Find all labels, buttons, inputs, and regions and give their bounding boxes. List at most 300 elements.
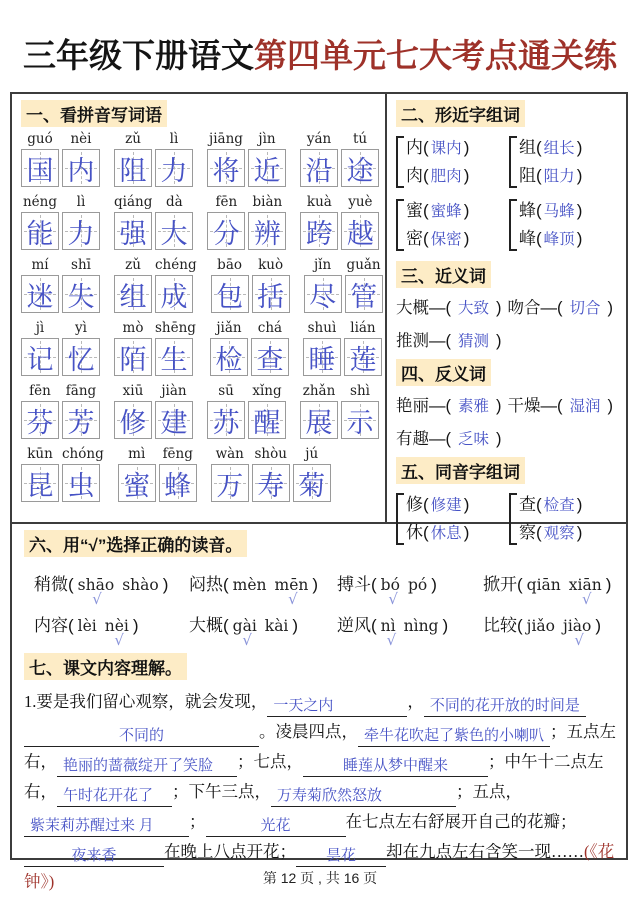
pinyin-syllable: shì (350, 383, 370, 399)
handwritten-answer: 素雅 (458, 398, 490, 415)
handwritten-answer: 观察 (543, 525, 575, 542)
handwritten-char: 沿 (305, 155, 333, 186)
handwritten-char: 将 (212, 155, 240, 186)
target-word: 大概 (189, 616, 223, 635)
prompt-word: 大概—( (396, 299, 451, 317)
bracket-icon (509, 493, 517, 545)
handwritten-answer: 课内 (430, 140, 462, 157)
pinyin-line (21, 383, 100, 399)
pinyin-syllable: lián (350, 320, 376, 336)
section-5-heading: 五、同音字组词 (396, 457, 525, 484)
prompt-word: 吻合—( (507, 299, 563, 317)
handwritten-char: 包 (216, 281, 244, 312)
tianzige-box (159, 464, 197, 502)
pronunciation-item (34, 570, 189, 608)
pinyin-word-group (211, 446, 331, 502)
paren: ( (423, 138, 429, 157)
section-5-body (396, 491, 622, 547)
handwritten-char: 忆 (67, 344, 95, 375)
tianzige-box (293, 464, 331, 502)
section-6-body (24, 570, 616, 649)
check-icon: √ (92, 590, 102, 608)
paren: ) (576, 229, 583, 248)
writing-boxes (210, 338, 289, 376)
filled-blank: 不同的花开放的时间是 (424, 697, 586, 717)
writing-boxes (114, 149, 193, 187)
handwritten-char: 阻 (119, 155, 147, 186)
pair-line (519, 134, 582, 162)
filled-blank: 紫茉莉苏醒过来 月 (24, 817, 189, 837)
prompt-word: 艳丽—( (396, 397, 451, 415)
writing-boxes (300, 401, 379, 439)
check-icon: √ (288, 590, 298, 608)
paren: ) (496, 397, 502, 415)
pinyin-option: kài (264, 617, 289, 635)
pinyin-syllable: jú (305, 446, 319, 462)
pinyin-option: pó (407, 576, 428, 594)
bracket-groups-row (396, 197, 622, 253)
pinyin-line (114, 257, 197, 273)
handwritten-answer: 休息 (430, 525, 462, 542)
pair-column (406, 491, 469, 547)
paren: ( (423, 495, 429, 514)
tianzige-box (345, 275, 383, 313)
pair-column (519, 197, 582, 253)
handwritten-char: 睡 (308, 344, 336, 375)
writing-boxes (207, 149, 286, 187)
handwritten-char: 生 (160, 344, 188, 375)
pinyin-line (207, 383, 286, 399)
tianzige-box (21, 401, 59, 439)
tianzige-box (300, 401, 338, 439)
handwritten-char: 昆 (26, 470, 54, 501)
writing-boxes (211, 275, 290, 313)
handwritten-char: 途 (346, 155, 374, 186)
writing-boxes (114, 338, 196, 376)
pinyin-line (303, 320, 382, 336)
check-icon: √ (574, 631, 584, 649)
pinyin-option: jiào √ (563, 617, 592, 649)
pinyin-syllable: chóng (62, 446, 104, 462)
handwritten-char: 组 (119, 281, 147, 312)
writing-boxes (114, 401, 193, 439)
handwritten-char: 芳 (67, 407, 95, 438)
right-column (387, 94, 626, 542)
pinyin-syllable: guǎn (346, 257, 381, 273)
pair-line (519, 225, 582, 253)
prompt-word: 有趣—( (396, 430, 451, 448)
writing-boxes (21, 149, 100, 187)
paren: ( (423, 201, 429, 220)
handwritten-char: 莲 (349, 344, 377, 375)
pinyin-word-group (21, 446, 104, 502)
paren: ( (536, 229, 542, 248)
passage-text: ；五点左右， (24, 722, 617, 771)
pair-line (519, 162, 582, 190)
writing-boxes (207, 212, 286, 250)
word-pair-item (508, 299, 614, 317)
prompt-word: 干燥—( (507, 397, 563, 415)
filled-blank: 艳丽的蔷薇绽开了笑脸 (57, 757, 237, 777)
handwritten-char: 展 (305, 407, 333, 438)
handwritten-char: 管 (350, 281, 378, 312)
paren: ( (423, 166, 429, 185)
handwritten-char: 迷 (26, 281, 54, 312)
bracket-groups-row (396, 134, 622, 190)
pronunciation-item (483, 611, 616, 649)
pinyin-word-group (300, 131, 379, 187)
paren: ) (463, 229, 470, 248)
pinyin-word-group (114, 194, 193, 250)
bracket-group (396, 197, 509, 253)
passage-text: 在晚上八点开花； (164, 842, 296, 861)
handwritten-char: 苏 (212, 407, 240, 438)
writing-boxes (118, 464, 197, 502)
passage-text: 在七点左右舒展开自己的花瓣； (345, 812, 577, 831)
tianzige-box (21, 464, 59, 502)
given-char: 修 (406, 495, 423, 514)
pinyin-syllable: mì (128, 446, 146, 462)
pinyin-syllable: xiū (122, 383, 144, 399)
pinyin-line (211, 257, 290, 273)
tianzige-box (304, 275, 342, 313)
pinyin-option: jiǎo (526, 617, 556, 635)
pinyin-syllable: lì (169, 131, 179, 147)
page-title-black: 三年级下册语文 (23, 37, 254, 74)
pair-line (519, 491, 582, 519)
writing-boxes (211, 464, 331, 502)
pinyin-option: xiān √ (568, 576, 602, 608)
pinyin-syllable: yán (306, 131, 332, 147)
bracket-icon (509, 199, 517, 251)
bracket-icon (396, 199, 404, 251)
paren: ) (496, 332, 502, 350)
tianzige-box (341, 401, 379, 439)
pair-column (519, 134, 582, 190)
pinyin-syllable: dà (166, 194, 183, 210)
handwritten-char: 醒 (253, 407, 281, 438)
pinyin-word-group (21, 194, 100, 250)
pinyin-word-group (21, 320, 100, 376)
section-3-body (396, 292, 622, 358)
pinyin-syllable: yuè (348, 194, 373, 210)
paren: ) (463, 166, 470, 185)
pinyin-option: mēn √ (274, 576, 309, 608)
bracket-groups-row (396, 491, 622, 547)
pinyin-syllable: wàn (215, 446, 244, 462)
section-1-heading: 一、看拼音写词语 (21, 100, 167, 127)
handwritten-char: 能 (26, 218, 54, 249)
handwritten-answer: 猜测 (458, 333, 490, 350)
pinyin-word-row (21, 194, 379, 250)
pinyin-word-row (21, 383, 379, 439)
pinyin-option: nèi √ (104, 617, 129, 649)
tianzige-box (155, 401, 193, 439)
section-6-heading: 六、用“√”选择正确的读音。 (24, 530, 247, 557)
tianzige-box (62, 275, 100, 313)
pinyin-syllable: tú (352, 131, 368, 147)
pinyin-syllable: zhǎn (302, 383, 336, 399)
handwritten-char: 辨 (253, 218, 281, 249)
page-title (0, 30, 640, 77)
given-char: 组 (519, 138, 536, 157)
pinyin-word-group (114, 257, 197, 313)
prompt-word: 推测—( (396, 332, 451, 350)
handwritten-char: 成 (160, 281, 188, 312)
passage-text: ；七点， (237, 752, 303, 771)
handwritten-char: 建 (160, 407, 188, 438)
writing-boxes (207, 401, 286, 439)
pinyin-word-row (21, 446, 379, 502)
paren: ) (132, 616, 139, 635)
section-2-heading: 二、形近字组词 (396, 100, 525, 127)
paren: ( (371, 616, 377, 635)
pinyin-syllable: kūn (27, 446, 53, 462)
handwritten-char: 括 (257, 281, 285, 312)
pinyin-word-group (21, 383, 100, 439)
handwritten-char: 陌 (119, 344, 147, 375)
pinyin-syllable: jiǎn (216, 320, 242, 336)
paren: ( (536, 201, 542, 220)
pinyin-syllable: kuà (306, 194, 332, 210)
writing-boxes (21, 401, 100, 439)
pinyin-option: shào (122, 576, 159, 594)
paren: ) (605, 575, 612, 594)
pinyin-word-group (211, 257, 290, 313)
handwritten-answer: 肥肉 (430, 168, 462, 185)
bracket-group (509, 491, 622, 547)
handwritten-char: 力 (160, 155, 188, 186)
handwritten-char: 蜂 (164, 470, 192, 501)
section-4-heading: 四、反义词 (396, 359, 491, 386)
pinyin-option: mèn (232, 576, 267, 594)
tianzige-box (300, 149, 338, 187)
pinyin-line (300, 383, 379, 399)
filled-blank: 万寿菊欣然怒放 (271, 787, 456, 807)
word-pair-item (396, 332, 502, 350)
tianzige-box (114, 338, 152, 376)
pinyin-syllable: jǐn (313, 257, 332, 273)
handwritten-answer: 大致 (458, 300, 490, 317)
bracket-group (509, 197, 622, 253)
handwritten-char: 虫 (67, 470, 95, 501)
check-icon: √ (581, 590, 592, 608)
tianzige-box (21, 149, 59, 187)
page-number: 第 12 页 , 共 16 页 (262, 870, 378, 886)
handwritten-char: 蜜 (123, 470, 151, 501)
pinyin-syllable: qiáng (114, 194, 153, 210)
pinyin-word-group (300, 194, 379, 250)
pinyin-option: bó √ (380, 576, 400, 608)
pinyin-syllable: zǔ (125, 131, 141, 147)
handwritten-answer: 组长 (543, 140, 575, 157)
paren: ) (442, 616, 449, 635)
given-char: 蜂 (519, 201, 536, 220)
pinyin-syllable: fēn (29, 383, 51, 399)
pinyin-option: lèi (77, 617, 97, 635)
given-char: 阻 (519, 166, 536, 185)
pair-column (406, 197, 469, 253)
handwritten-char: 芬 (26, 407, 54, 438)
pinyin-syllable: kuò (258, 257, 284, 273)
paren: ) (463, 138, 470, 157)
pinyin-option: nì √ (380, 617, 397, 649)
passage-text: ；中午十二点左右， (24, 752, 604, 801)
pinyin-syllable: bāo (217, 257, 242, 273)
tianzige-box (114, 401, 152, 439)
pinyin-word-group (114, 383, 193, 439)
passage-text: 。凌晨四点， (259, 722, 358, 741)
pronunciation-item (189, 611, 337, 649)
handwritten-char: 越 (346, 218, 374, 249)
paren: ) (162, 575, 169, 594)
given-char: 肉 (406, 166, 423, 185)
handwritten-answer: 乏味 (458, 431, 490, 448)
section-4-body (396, 390, 622, 456)
tianzige-box (207, 401, 245, 439)
word-pair-line (396, 390, 622, 423)
pinyin-line (118, 446, 197, 462)
word-pair-line (396, 292, 622, 325)
pinyin-syllable: mí (31, 257, 49, 273)
tianzige-box (207, 212, 245, 250)
pinyin-word-group (207, 194, 286, 250)
handwritten-char: 记 (26, 344, 54, 375)
passage-text: ， (407, 692, 424, 711)
filled-blank: 不同的 (24, 727, 259, 747)
paren: ) (595, 616, 602, 635)
left-column (12, 94, 387, 522)
handwritten-char: 修 (119, 407, 147, 438)
target-word: 内容 (34, 616, 68, 635)
pair-line (406, 225, 469, 253)
section-7-heading: 七、课文内容理解。 (24, 653, 187, 680)
pinyin-syllable: xǐng (252, 383, 282, 399)
given-char: 峰 (519, 229, 536, 248)
target-word: 掀开 (483, 575, 517, 594)
given-char: 密 (406, 229, 423, 248)
handwritten-char: 大 (160, 218, 188, 249)
handwritten-char: 近 (253, 155, 281, 186)
section-7-passage (24, 687, 616, 897)
tianzige-box (252, 464, 290, 502)
pronunciation-item (189, 570, 337, 608)
pinyin-syllable: yì (75, 320, 87, 336)
tianzige-box (114, 212, 152, 250)
tianzige-box (62, 464, 100, 502)
pinyin-syllable: néng (22, 194, 58, 210)
bracket-icon (396, 136, 404, 188)
pinyin-syllable: shī (71, 257, 91, 273)
handwritten-char: 尽 (309, 281, 337, 312)
pair-column (519, 491, 582, 547)
writing-boxes (300, 149, 379, 187)
given-char: 蜜 (406, 201, 423, 220)
pinyin-syllable: shòu (254, 446, 287, 462)
writing-boxes (21, 464, 104, 502)
given-char: 查 (519, 495, 536, 514)
bottom-area (12, 524, 626, 897)
pinyin-syllable: jì (35, 320, 45, 336)
writing-boxes (114, 212, 193, 250)
tianzige-box (210, 338, 248, 376)
handwritten-answer: 马蜂 (543, 203, 575, 220)
pinyin-line (114, 194, 193, 210)
pinyin-line (114, 383, 193, 399)
paren: ( (423, 229, 429, 248)
writing-boxes (21, 338, 100, 376)
pinyin-syllable: chéng (155, 257, 197, 273)
pinyin-line (21, 446, 104, 462)
word-pair-line (396, 423, 622, 456)
paren: ( (223, 575, 229, 594)
filled-blank: 夜来香 (24, 847, 164, 867)
pair-line (406, 197, 469, 225)
handwritten-char: 内 (67, 155, 95, 186)
paren: ( (423, 523, 429, 542)
pinyin-option: shāo √ (77, 576, 115, 608)
handwritten-answer: 检查 (543, 497, 575, 514)
pinyin-syllable: shēng (155, 320, 196, 336)
handwritten-answer: 阻力 (543, 168, 575, 185)
paren: ) (607, 397, 614, 415)
pinyin-line (211, 446, 331, 462)
pronunciation-item (337, 611, 483, 649)
word-pair-item (396, 397, 502, 415)
check-icon: √ (114, 631, 124, 649)
paren: ( (223, 616, 229, 635)
tianzige-box (21, 338, 59, 376)
pair-line (519, 519, 582, 547)
handwritten-char: 跨 (305, 218, 333, 249)
pinyin-syllable: jiāng (209, 131, 243, 147)
pinyin-line (304, 257, 383, 273)
page-title-red: 第四单元七大考点通关练 (254, 37, 617, 74)
pronunciation-item (337, 570, 483, 608)
paren: ) (431, 575, 437, 594)
writing-boxes (114, 275, 197, 313)
pinyin-line (207, 194, 286, 210)
pinyin-syllable: zǔ (125, 257, 141, 273)
writing-boxes (304, 275, 383, 313)
section-1-body (21, 131, 379, 502)
paren: ( (517, 616, 523, 635)
check-icon: √ (386, 631, 397, 649)
passage-text: 1.要是我们留心观察，就会发现， (24, 692, 268, 711)
given-char: 内 (406, 138, 423, 157)
paren: ) (576, 523, 583, 542)
pinyin-line (21, 131, 100, 147)
bracket-icon (396, 493, 404, 545)
filled-blank: 一天之内 (267, 697, 407, 717)
pinyin-line (114, 131, 193, 147)
pinyin-line (21, 257, 100, 273)
tianzige-box (252, 275, 290, 313)
pinyin-word-group (207, 131, 286, 187)
tianzige-box (344, 338, 382, 376)
pinyin-word-row (21, 131, 379, 187)
pinyin-word-group (118, 446, 197, 502)
check-icon: √ (388, 590, 398, 608)
tianzige-box (155, 275, 193, 313)
paren: ) (463, 523, 470, 542)
pinyin-syllable: sū (218, 383, 234, 399)
pinyin-word-group (207, 383, 286, 439)
pinyin-option: gài √ (232, 617, 257, 649)
section-3-heading: 三、近义词 (396, 261, 491, 288)
handwritten-char: 万 (216, 470, 244, 501)
word-pair-line (396, 325, 622, 358)
